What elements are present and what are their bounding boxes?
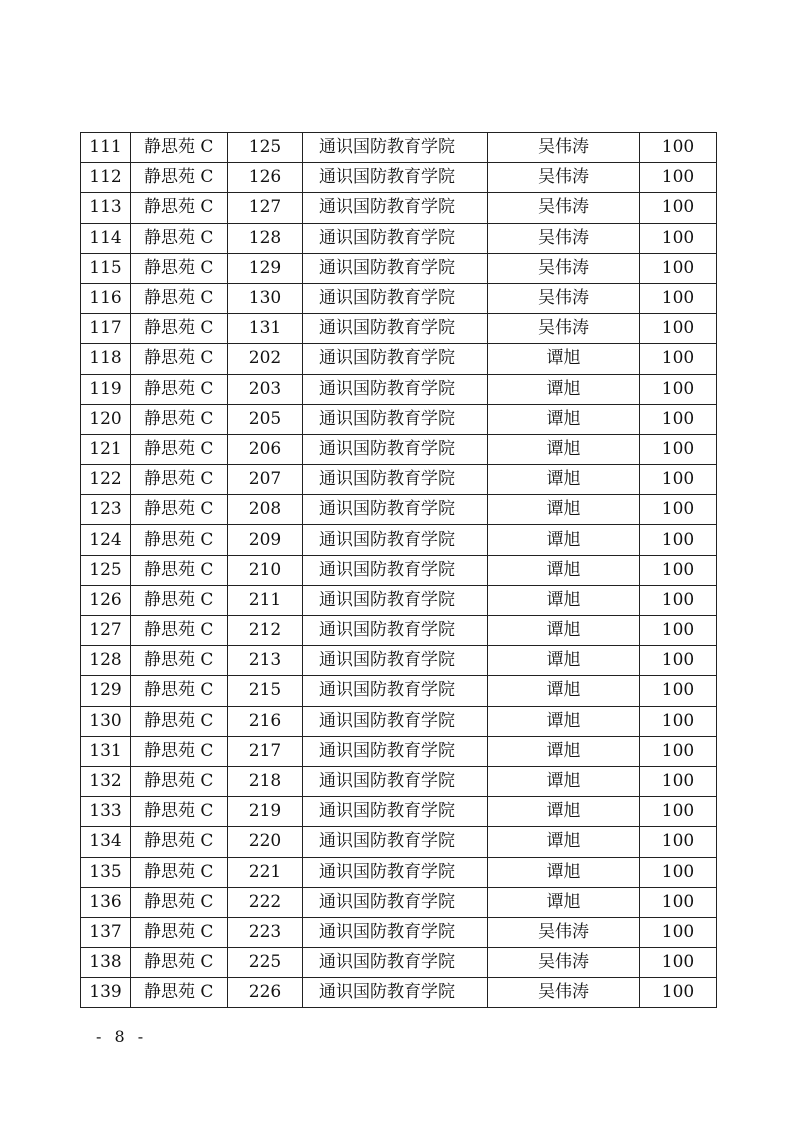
cell-score: 100	[640, 706, 717, 736]
cell-person-in-charge: 吴伟涛	[488, 223, 640, 253]
cell-dorm-building: 静思苑 C	[131, 163, 228, 193]
cell-room-number: 226	[228, 978, 303, 1008]
cell-room-number: 202	[228, 344, 303, 374]
cell-person-in-charge: 谭旭	[488, 766, 640, 796]
cell-dorm-building: 静思苑 C	[131, 887, 228, 917]
cell-score: 100	[640, 163, 717, 193]
cell-dorm-building: 静思苑 C	[131, 404, 228, 434]
cell-person-in-charge: 谭旭	[488, 676, 640, 706]
cell-room-number: 218	[228, 766, 303, 796]
cell-score: 100	[640, 434, 717, 464]
cell-person-in-charge: 吴伟涛	[488, 163, 640, 193]
cell-person-in-charge: 谭旭	[488, 797, 640, 827]
table-row	[81, 163, 717, 193]
cell-person-in-charge: 谭旭	[488, 344, 640, 374]
cell-college: 通识国防教育学院	[303, 525, 488, 555]
cell-score: 100	[640, 374, 717, 404]
cell-room-number: 129	[228, 253, 303, 283]
cell-dorm-building: 静思苑 C	[131, 948, 228, 978]
cell-score: 100	[640, 495, 717, 525]
cell-room-number: 211	[228, 585, 303, 615]
cell-room-number: 131	[228, 314, 303, 344]
cell-college: 通识国防教育学院	[303, 736, 488, 766]
cell-college: 通识国防教育学院	[303, 193, 488, 223]
cell-person-in-charge: 吴伟涛	[488, 283, 640, 313]
cell-dorm-building: 静思苑 C	[131, 495, 228, 525]
cell-dorm-building: 静思苑 C	[131, 766, 228, 796]
cell-score: 100	[640, 253, 717, 283]
cell-serial-number: 122	[81, 465, 131, 495]
cell-dorm-building: 静思苑 C	[131, 646, 228, 676]
cell-person-in-charge: 谭旭	[488, 857, 640, 887]
table-row	[81, 978, 717, 1008]
table-row	[81, 555, 717, 585]
dorm-inspection-table	[80, 132, 717, 1008]
cell-person-in-charge: 谭旭	[488, 736, 640, 766]
cell-college: 通识国防教育学院	[303, 404, 488, 434]
cell-person-in-charge: 谭旭	[488, 887, 640, 917]
cell-serial-number: 137	[81, 917, 131, 947]
cell-serial-number: 130	[81, 706, 131, 736]
cell-college: 通识国防教育学院	[303, 766, 488, 796]
cell-score: 100	[640, 344, 717, 374]
cell-score: 100	[640, 616, 717, 646]
cell-person-in-charge: 谭旭	[488, 646, 640, 676]
cell-room-number: 225	[228, 948, 303, 978]
cell-person-in-charge: 谭旭	[488, 706, 640, 736]
cell-person-in-charge: 谭旭	[488, 827, 640, 857]
cell-person-in-charge: 吴伟涛	[488, 193, 640, 223]
cell-college: 通识国防教育学院	[303, 495, 488, 525]
cell-score: 100	[640, 555, 717, 585]
cell-serial-number: 136	[81, 887, 131, 917]
cell-college: 通识国防教育学院	[303, 676, 488, 706]
cell-score: 100	[640, 797, 717, 827]
cell-serial-number: 135	[81, 857, 131, 887]
cell-dorm-building: 静思苑 C	[131, 434, 228, 464]
cell-room-number: 219	[228, 797, 303, 827]
cell-score: 100	[640, 314, 717, 344]
table-row	[81, 585, 717, 615]
cell-serial-number: 134	[81, 827, 131, 857]
cell-score: 100	[640, 978, 717, 1008]
cell-serial-number: 126	[81, 585, 131, 615]
cell-score: 100	[640, 283, 717, 313]
cell-college: 通识国防教育学院	[303, 917, 488, 947]
cell-college: 通识国防教育学院	[303, 344, 488, 374]
cell-room-number: 130	[228, 283, 303, 313]
cell-dorm-building: 静思苑 C	[131, 585, 228, 615]
cell-dorm-building: 静思苑 C	[131, 283, 228, 313]
cell-person-in-charge: 吴伟涛	[488, 133, 640, 163]
cell-person-in-charge: 谭旭	[488, 555, 640, 585]
cell-dorm-building: 静思苑 C	[131, 917, 228, 947]
cell-room-number: 126	[228, 163, 303, 193]
cell-college: 通识国防教育学院	[303, 283, 488, 313]
cell-person-in-charge: 谭旭	[488, 616, 640, 646]
cell-serial-number: 131	[81, 736, 131, 766]
cell-dorm-building: 静思苑 C	[131, 978, 228, 1008]
table-row	[81, 223, 717, 253]
cell-college: 通识国防教育学院	[303, 948, 488, 978]
cell-room-number: 222	[228, 887, 303, 917]
cell-dorm-building: 静思苑 C	[131, 525, 228, 555]
table-row	[81, 344, 717, 374]
cell-dorm-building: 静思苑 C	[131, 465, 228, 495]
table-row	[81, 374, 717, 404]
table-row	[81, 495, 717, 525]
table-row	[81, 736, 717, 766]
cell-room-number: 125	[228, 133, 303, 163]
cell-score: 100	[640, 917, 717, 947]
cell-serial-number: 123	[81, 495, 131, 525]
cell-college: 通识国防教育学院	[303, 555, 488, 585]
table-row	[81, 525, 717, 555]
table-row	[81, 314, 717, 344]
cell-score: 100	[640, 646, 717, 676]
cell-dorm-building: 静思苑 C	[131, 827, 228, 857]
table-row	[81, 706, 717, 736]
cell-dorm-building: 静思苑 C	[131, 193, 228, 223]
cell-college: 通识国防教育学院	[303, 223, 488, 253]
table-row	[81, 676, 717, 706]
cell-person-in-charge: 谭旭	[488, 465, 640, 495]
cell-serial-number: 111	[81, 133, 131, 163]
cell-person-in-charge: 吴伟涛	[488, 948, 640, 978]
cell-serial-number: 118	[81, 344, 131, 374]
cell-room-number: 205	[228, 404, 303, 434]
cell-dorm-building: 静思苑 C	[131, 223, 228, 253]
table-row	[81, 193, 717, 223]
cell-room-number: 127	[228, 193, 303, 223]
cell-score: 100	[640, 736, 717, 766]
cell-score: 100	[640, 827, 717, 857]
cell-serial-number: 112	[81, 163, 131, 193]
cell-serial-number: 120	[81, 404, 131, 434]
cell-serial-number: 117	[81, 314, 131, 344]
cell-college: 通识国防教育学院	[303, 253, 488, 283]
cell-score: 100	[640, 223, 717, 253]
cell-serial-number: 116	[81, 283, 131, 313]
cell-score: 100	[640, 948, 717, 978]
table-row	[81, 797, 717, 827]
cell-dorm-building: 静思苑 C	[131, 133, 228, 163]
table-row	[81, 948, 717, 978]
cell-room-number: 213	[228, 646, 303, 676]
cell-dorm-building: 静思苑 C	[131, 857, 228, 887]
table-row	[81, 857, 717, 887]
table-row	[81, 434, 717, 464]
cell-dorm-building: 静思苑 C	[131, 736, 228, 766]
table-row	[81, 766, 717, 796]
cell-serial-number: 128	[81, 646, 131, 676]
cell-room-number: 206	[228, 434, 303, 464]
cell-serial-number: 132	[81, 766, 131, 796]
table-row	[81, 616, 717, 646]
cell-room-number: 207	[228, 465, 303, 495]
cell-score: 100	[640, 193, 717, 223]
cell-room-number: 208	[228, 495, 303, 525]
cell-serial-number: 129	[81, 676, 131, 706]
cell-score: 100	[640, 857, 717, 887]
cell-dorm-building: 静思苑 C	[131, 253, 228, 283]
cell-score: 100	[640, 676, 717, 706]
cell-college: 通识国防教育学院	[303, 978, 488, 1008]
cell-college: 通识国防教育学院	[303, 133, 488, 163]
cell-room-number: 220	[228, 827, 303, 857]
table-row	[81, 917, 717, 947]
cell-room-number: 217	[228, 736, 303, 766]
cell-serial-number: 125	[81, 555, 131, 585]
cell-dorm-building: 静思苑 C	[131, 797, 228, 827]
table-row	[81, 283, 717, 313]
cell-dorm-building: 静思苑 C	[131, 555, 228, 585]
cell-room-number: 221	[228, 857, 303, 887]
cell-serial-number: 138	[81, 948, 131, 978]
cell-person-in-charge: 吴伟涛	[488, 978, 640, 1008]
cell-dorm-building: 静思苑 C	[131, 616, 228, 646]
cell-serial-number: 121	[81, 434, 131, 464]
cell-college: 通识国防教育学院	[303, 465, 488, 495]
cell-college: 通识国防教育学院	[303, 706, 488, 736]
table-row	[81, 133, 717, 163]
cell-room-number: 209	[228, 525, 303, 555]
cell-person-in-charge: 吴伟涛	[488, 253, 640, 283]
table-row	[81, 404, 717, 434]
cell-dorm-building: 静思苑 C	[131, 314, 228, 344]
cell-college: 通识国防教育学院	[303, 163, 488, 193]
cell-score: 100	[640, 404, 717, 434]
cell-dorm-building: 静思苑 C	[131, 676, 228, 706]
cell-person-in-charge: 吴伟涛	[488, 314, 640, 344]
table-row	[81, 646, 717, 676]
cell-college: 通识国防教育学院	[303, 827, 488, 857]
cell-score: 100	[640, 887, 717, 917]
cell-person-in-charge: 谭旭	[488, 525, 640, 555]
cell-college: 通识国防教育学院	[303, 646, 488, 676]
table-row	[81, 253, 717, 283]
cell-college: 通识国防教育学院	[303, 314, 488, 344]
cell-score: 100	[640, 465, 717, 495]
cell-room-number: 216	[228, 706, 303, 736]
cell-serial-number: 133	[81, 797, 131, 827]
cell-serial-number: 119	[81, 374, 131, 404]
cell-score: 100	[640, 525, 717, 555]
cell-serial-number: 127	[81, 616, 131, 646]
cell-serial-number: 139	[81, 978, 131, 1008]
table-row	[81, 827, 717, 857]
table-row	[81, 465, 717, 495]
cell-room-number: 210	[228, 555, 303, 585]
cell-college: 通识国防教育学院	[303, 887, 488, 917]
cell-room-number: 215	[228, 676, 303, 706]
cell-room-number: 212	[228, 616, 303, 646]
cell-person-in-charge: 谭旭	[488, 404, 640, 434]
cell-person-in-charge: 谭旭	[488, 585, 640, 615]
cell-dorm-building: 静思苑 C	[131, 344, 228, 374]
table-body	[81, 133, 717, 1008]
cell-college: 通识国防教育学院	[303, 585, 488, 615]
cell-college: 通识国防教育学院	[303, 616, 488, 646]
table-row	[81, 887, 717, 917]
cell-serial-number: 114	[81, 223, 131, 253]
cell-room-number: 223	[228, 917, 303, 947]
cell-serial-number: 124	[81, 525, 131, 555]
cell-room-number: 128	[228, 223, 303, 253]
cell-person-in-charge: 谭旭	[488, 495, 640, 525]
cell-college: 通识国防教育学院	[303, 434, 488, 464]
page-number: - 8 -	[96, 1027, 148, 1046]
cell-college: 通识国防教育学院	[303, 374, 488, 404]
cell-score: 100	[640, 133, 717, 163]
cell-room-number: 203	[228, 374, 303, 404]
cell-score: 100	[640, 766, 717, 796]
cell-college: 通识国防教育学院	[303, 857, 488, 887]
cell-college: 通识国防教育学院	[303, 797, 488, 827]
cell-dorm-building: 静思苑 C	[131, 706, 228, 736]
cell-serial-number: 113	[81, 193, 131, 223]
cell-person-in-charge: 谭旭	[488, 374, 640, 404]
cell-person-in-charge: 谭旭	[488, 434, 640, 464]
cell-person-in-charge: 吴伟涛	[488, 917, 640, 947]
cell-serial-number: 115	[81, 253, 131, 283]
cell-dorm-building: 静思苑 C	[131, 374, 228, 404]
cell-score: 100	[640, 585, 717, 615]
